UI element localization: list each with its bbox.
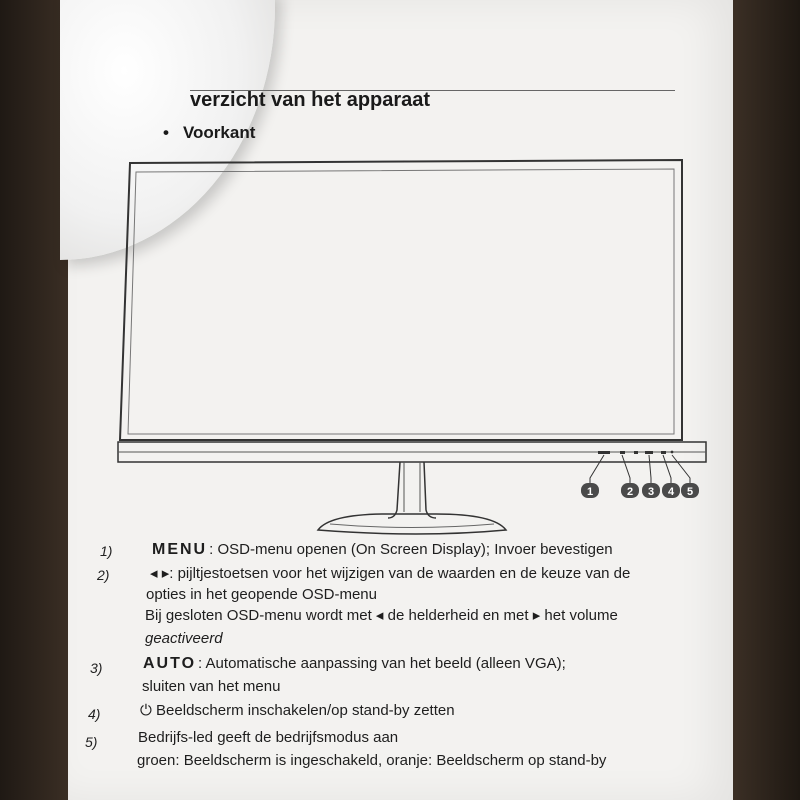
auto-button-mark: [645, 451, 653, 454]
item-number: 2): [97, 567, 110, 583]
svg-text:5: 5: [686, 486, 694, 498]
power-button-mark: [661, 451, 666, 454]
item-2-line2: opties in het geopende OSD-menu: [146, 586, 377, 603]
item-4-text: [140, 702, 455, 719]
callout-3: [642, 483, 660, 498]
power-led-mark: [671, 451, 674, 454]
section-title: Voorkant: [182, 123, 256, 142]
page-heading: verzicht van het apparaat: [190, 89, 431, 111]
item-1-line1: : OSD-menu openen (On Screen Display); Invoer bevestigen: [209, 541, 613, 558]
section-bullet: •: [163, 123, 169, 142]
arrow-keys-icon: ◂ ▸: [150, 565, 170, 582]
monitor-stand-neck: [388, 462, 436, 518]
item-number: 1): [100, 543, 113, 559]
item-1-text: [152, 541, 613, 559]
arrow-left-mark: [620, 451, 625, 454]
svg-text:3: 3: [647, 486, 655, 498]
power-icon: ⏻: [140, 702, 152, 719]
menu-keyword: MENU: [152, 541, 208, 558]
item-2-line1: : pijltjestoetsen voor het wijzigen van de waarden en de keuze van de: [169, 565, 631, 582]
auto-keyword: AUTO: [143, 655, 197, 672]
callout-1: [581, 483, 599, 498]
menu-button-mark: [598, 451, 610, 454]
item-2-text: [150, 564, 630, 582]
item-5-line2: groen: Beeldscherm is ingeschakeld, oranje: Beeldscherm op stand-by: [137, 752, 607, 769]
item-4-line1: Beeldscherm inschakelen/op stand-by zetten: [156, 702, 455, 719]
svg-text:2: 2: [626, 486, 634, 498]
svg-text:4: 4: [667, 486, 675, 498]
callout-2: [621, 483, 639, 498]
item-number: 4): [88, 706, 101, 722]
item-2-line3: Bij gesloten OSD-menu wordt met ◂ de helderheid en met ▸ het volume: [145, 607, 618, 624]
item-number: 5): [85, 734, 98, 750]
monitor-stand-base: [318, 514, 506, 534]
item-3-text: [143, 655, 566, 673]
item-3-line1: : Automatische aanpassing van het beeld (alleen VGA);: [198, 655, 566, 672]
callout-5: [681, 483, 699, 498]
svg-text:1: 1: [586, 486, 594, 498]
arrow-right-mark: [634, 451, 638, 454]
monitor-panel: [128, 169, 674, 434]
monitor-bezel: [120, 160, 682, 440]
callout-4: [662, 483, 680, 498]
item-3-line2: sluiten van het menu: [142, 678, 281, 695]
item-5-line1: Bedrijfs-led geeft de bedrijfsmodus aan: [138, 729, 399, 746]
item-number: 3): [90, 660, 103, 676]
item-2-line4: geactiveerd: [145, 630, 223, 647]
